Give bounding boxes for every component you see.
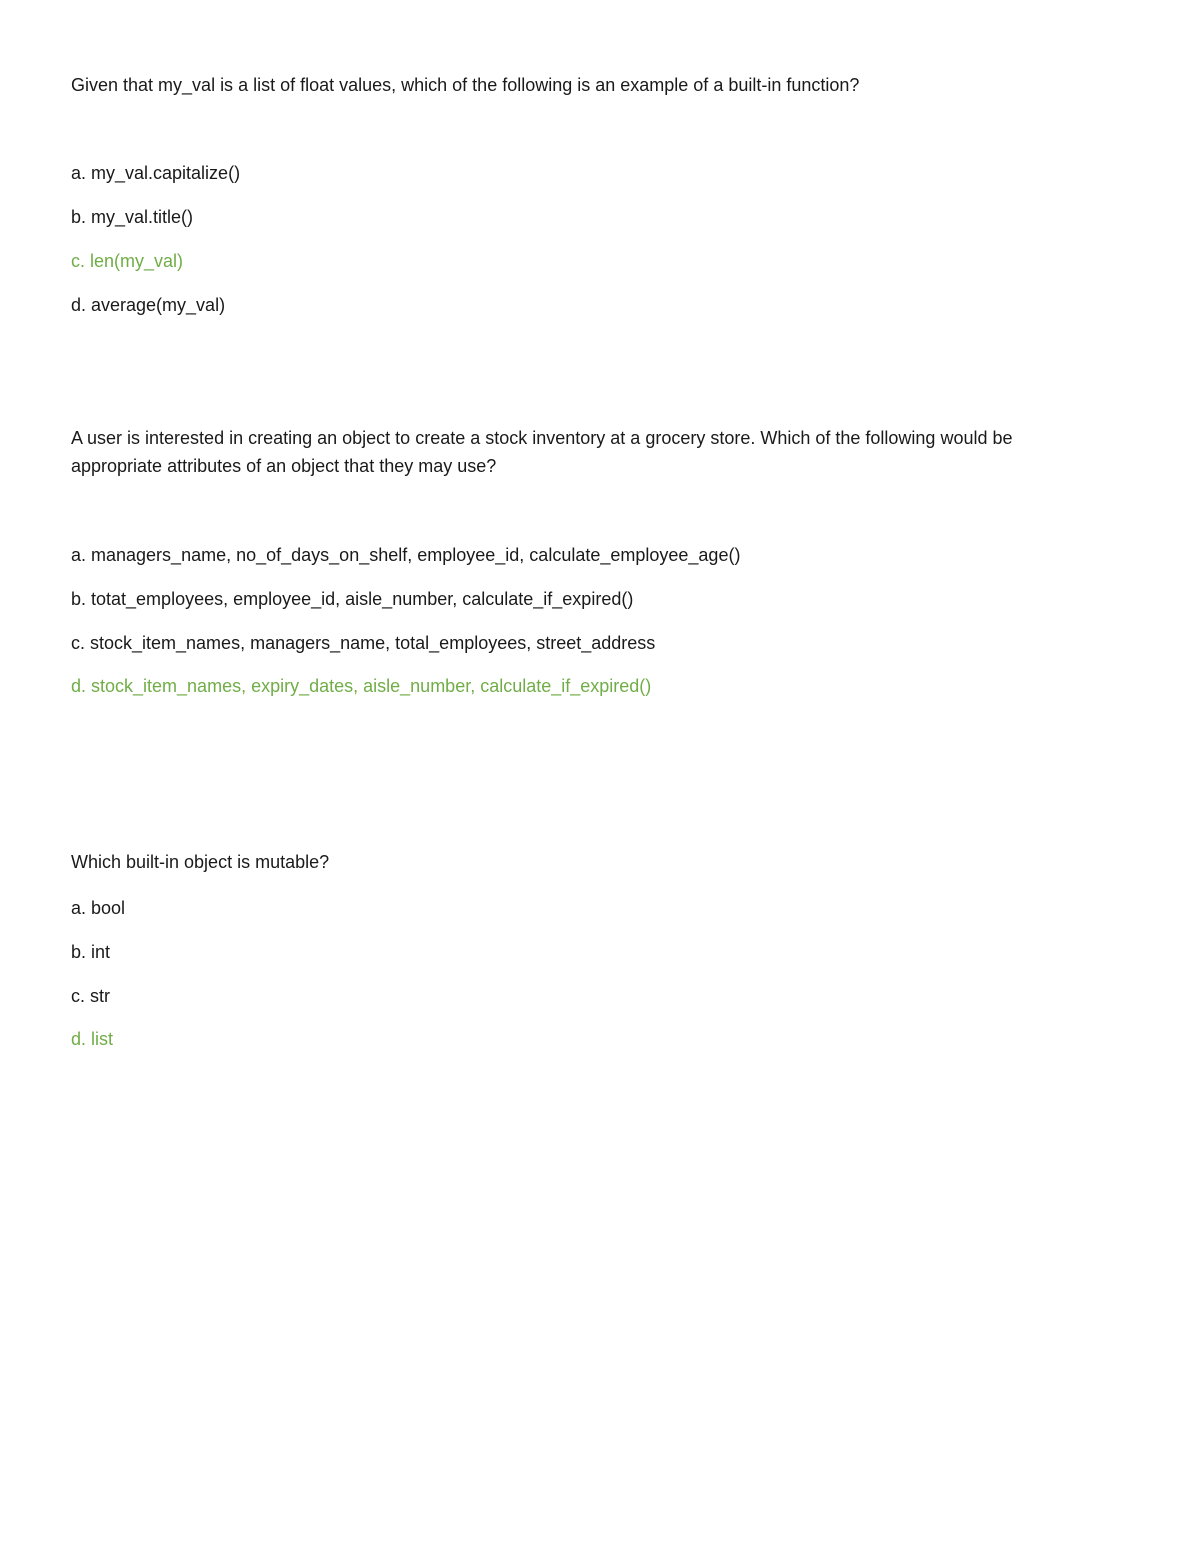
question-1-option-a: a. my_val.capitalize() [71,163,241,183]
question-1-option-b: b. my_val.title() [71,207,194,227]
question-3-option-a: a. bool [71,898,126,918]
question-3-option-c: c. str [71,986,110,1006]
question-1-option-d: d. average(my_val) [71,295,226,315]
question-2-option-b: b. totat_employees, employee_id, aisle_number, calculate_if_expired() [71,589,634,609]
question-2-option-c: c. stock_item_names, managers_name, total_employees, street_address [71,633,656,653]
question-2-option-a: a. managers_name, no_of_days_on_shelf, employee_id, calculate_employee_age() [71,545,741,565]
question-3-option-d-correct: d. list [71,1029,114,1049]
question-3-option-b: b. int [71,942,111,962]
question-3-prompt: Which built-in object is mutable? [71,852,330,872]
question-1-option-c-correct: c. len(my_val) [71,251,184,271]
question-2-prompt-line-2: appropriate attributes of an object that they may use? [71,456,497,476]
question-1-prompt: Given that my_val is a list of float values, which of the following is an example of a built-in function? [71,75,860,95]
question-2-option-d-correct: d. stock_item_names, expiry_dates, aisle_number, calculate_if_expired() [71,676,652,696]
question-2-prompt-line-1: A user is interested in creating an object to create a stock inventory at a grocery store. Which of the following would be [71,428,1013,448]
